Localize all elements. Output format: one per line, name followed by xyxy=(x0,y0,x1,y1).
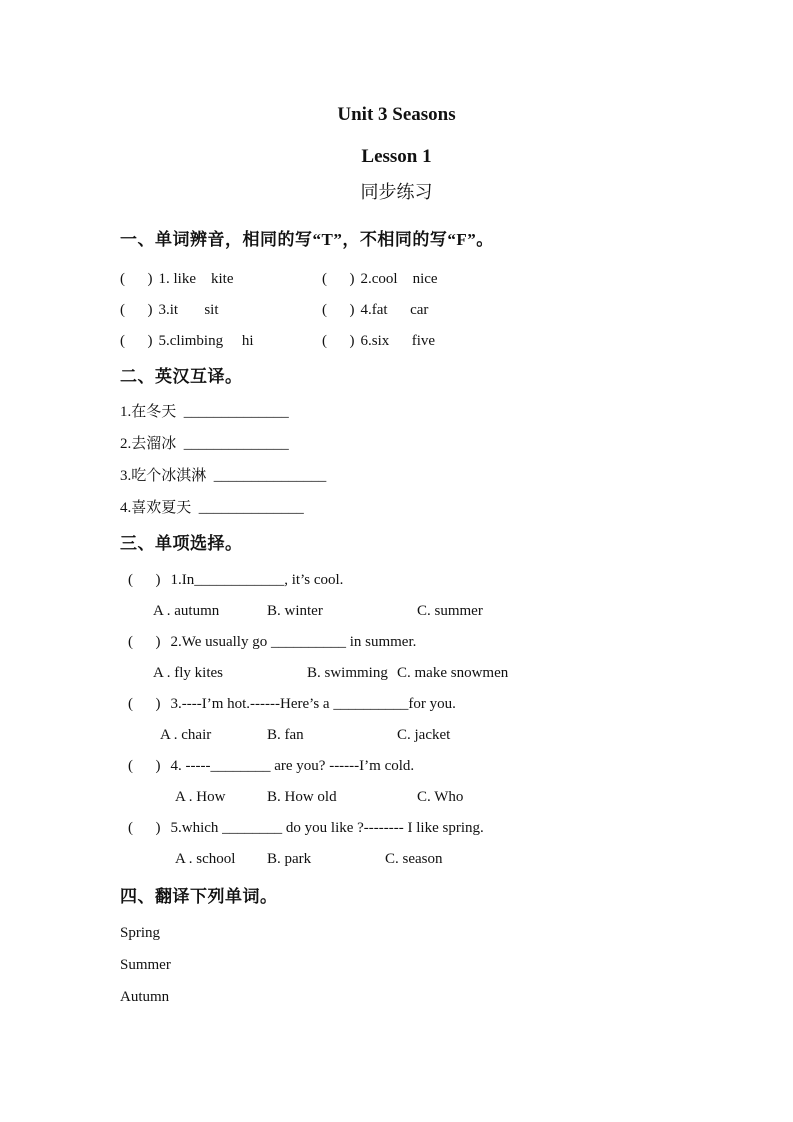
translation-item: 3.吃个冰淇淋 _______________ xyxy=(120,468,327,484)
option-c: C. season xyxy=(385,851,443,867)
vocab-word: Summer xyxy=(120,957,171,973)
option-c: C. jacket xyxy=(397,727,451,743)
question-options xyxy=(120,849,733,880)
answer-paren: ( ) xyxy=(120,271,153,287)
word-pair-item xyxy=(120,300,322,331)
word-pair-item xyxy=(322,269,733,300)
answer-paren: ( ) xyxy=(322,302,355,318)
word-pair-item xyxy=(322,300,733,331)
option-c: C. Who xyxy=(417,789,464,805)
translation-item: 2.去溜冰 ______________ xyxy=(120,436,289,452)
word-pair-text: 3.it sit xyxy=(158,302,219,318)
word-pair-text: 4.fat car xyxy=(360,302,429,318)
question-options xyxy=(120,787,733,818)
unit-title: Unit 3 Seasons xyxy=(337,104,456,125)
translation-item: 1.在冬天 ______________ xyxy=(120,404,289,420)
answer-paren: ( ) xyxy=(128,696,161,712)
lesson-title: Lesson 1 xyxy=(361,146,432,167)
vocab-word: Spring xyxy=(120,925,161,941)
answer-paren: ( ) xyxy=(128,758,161,774)
answer-paren: ( ) xyxy=(128,634,161,650)
section-4-vocab-list xyxy=(120,923,733,1019)
option-a: A . school xyxy=(175,851,236,867)
question-options xyxy=(120,663,733,694)
option-a: A . autumn xyxy=(153,603,220,619)
practice-subtitle: 同步练习 xyxy=(360,182,433,202)
question-options xyxy=(120,725,733,756)
section-2-translation-list xyxy=(120,402,733,530)
question-options xyxy=(120,601,733,632)
translation-item: 4.喜欢夏天 ______________ xyxy=(120,500,304,516)
section-2-heading: 二、英汉互译。 xyxy=(120,367,243,386)
option-a: A . chair xyxy=(160,727,212,743)
word-pair-text: 2.cool nice xyxy=(360,271,438,287)
option-b: B. fan xyxy=(267,727,304,743)
section-3-heading: 三、单项选择。 xyxy=(120,534,243,553)
section-1-word-pairs xyxy=(120,269,733,362)
word-pair-item xyxy=(120,269,322,300)
word-pair-text: 6.six five xyxy=(360,333,436,349)
word-pair-item xyxy=(322,331,733,362)
option-b: B. How old xyxy=(267,789,337,805)
option-b: B. park xyxy=(267,851,312,867)
option-b: B. winter xyxy=(267,603,323,619)
word-pair-text: 5.climbing hi xyxy=(158,333,254,349)
section-1-heading: 一、单词辨音，相同的写“T”，不相同的写“F”。 xyxy=(120,230,494,249)
vocab-word: Autumn xyxy=(120,989,170,1005)
word-pair-item xyxy=(120,331,322,362)
answer-paren: ( ) xyxy=(120,302,153,318)
option-c: C. summer xyxy=(417,603,483,619)
answer-paren: ( ) xyxy=(322,271,355,287)
question-stem: ( ) 4. -----________ are you? ------I’m cold. xyxy=(128,758,415,774)
option-a: A . How xyxy=(175,789,226,805)
answer-paren: ( ) xyxy=(322,333,355,349)
section-4-heading: 四、翻译下列单词。 xyxy=(120,887,278,906)
worksheet-content xyxy=(0,229,793,1019)
option-c: C. make snowmen xyxy=(397,665,509,681)
answer-paren: ( ) xyxy=(128,820,161,836)
question-stem: ( ) 5.which ________ do you like ?-------- I like spring. xyxy=(128,820,484,836)
section-3-questions xyxy=(120,570,733,880)
answer-paren: ( ) xyxy=(128,572,161,588)
word-pair-text: 1. like kite xyxy=(158,271,234,287)
answer-paren: ( ) xyxy=(120,333,153,349)
question-stem: ( ) 1.In____________, it’s cool. xyxy=(128,572,344,588)
question-stem: ( ) 3.----I’m hot.------Here’s a __________for you. xyxy=(128,696,456,712)
question-stem: ( ) 2.We usually go __________ in summer. xyxy=(128,634,417,650)
option-a: A . fly kites xyxy=(153,665,223,681)
option-b: B. swimming xyxy=(307,665,388,681)
title-block xyxy=(0,0,793,202)
